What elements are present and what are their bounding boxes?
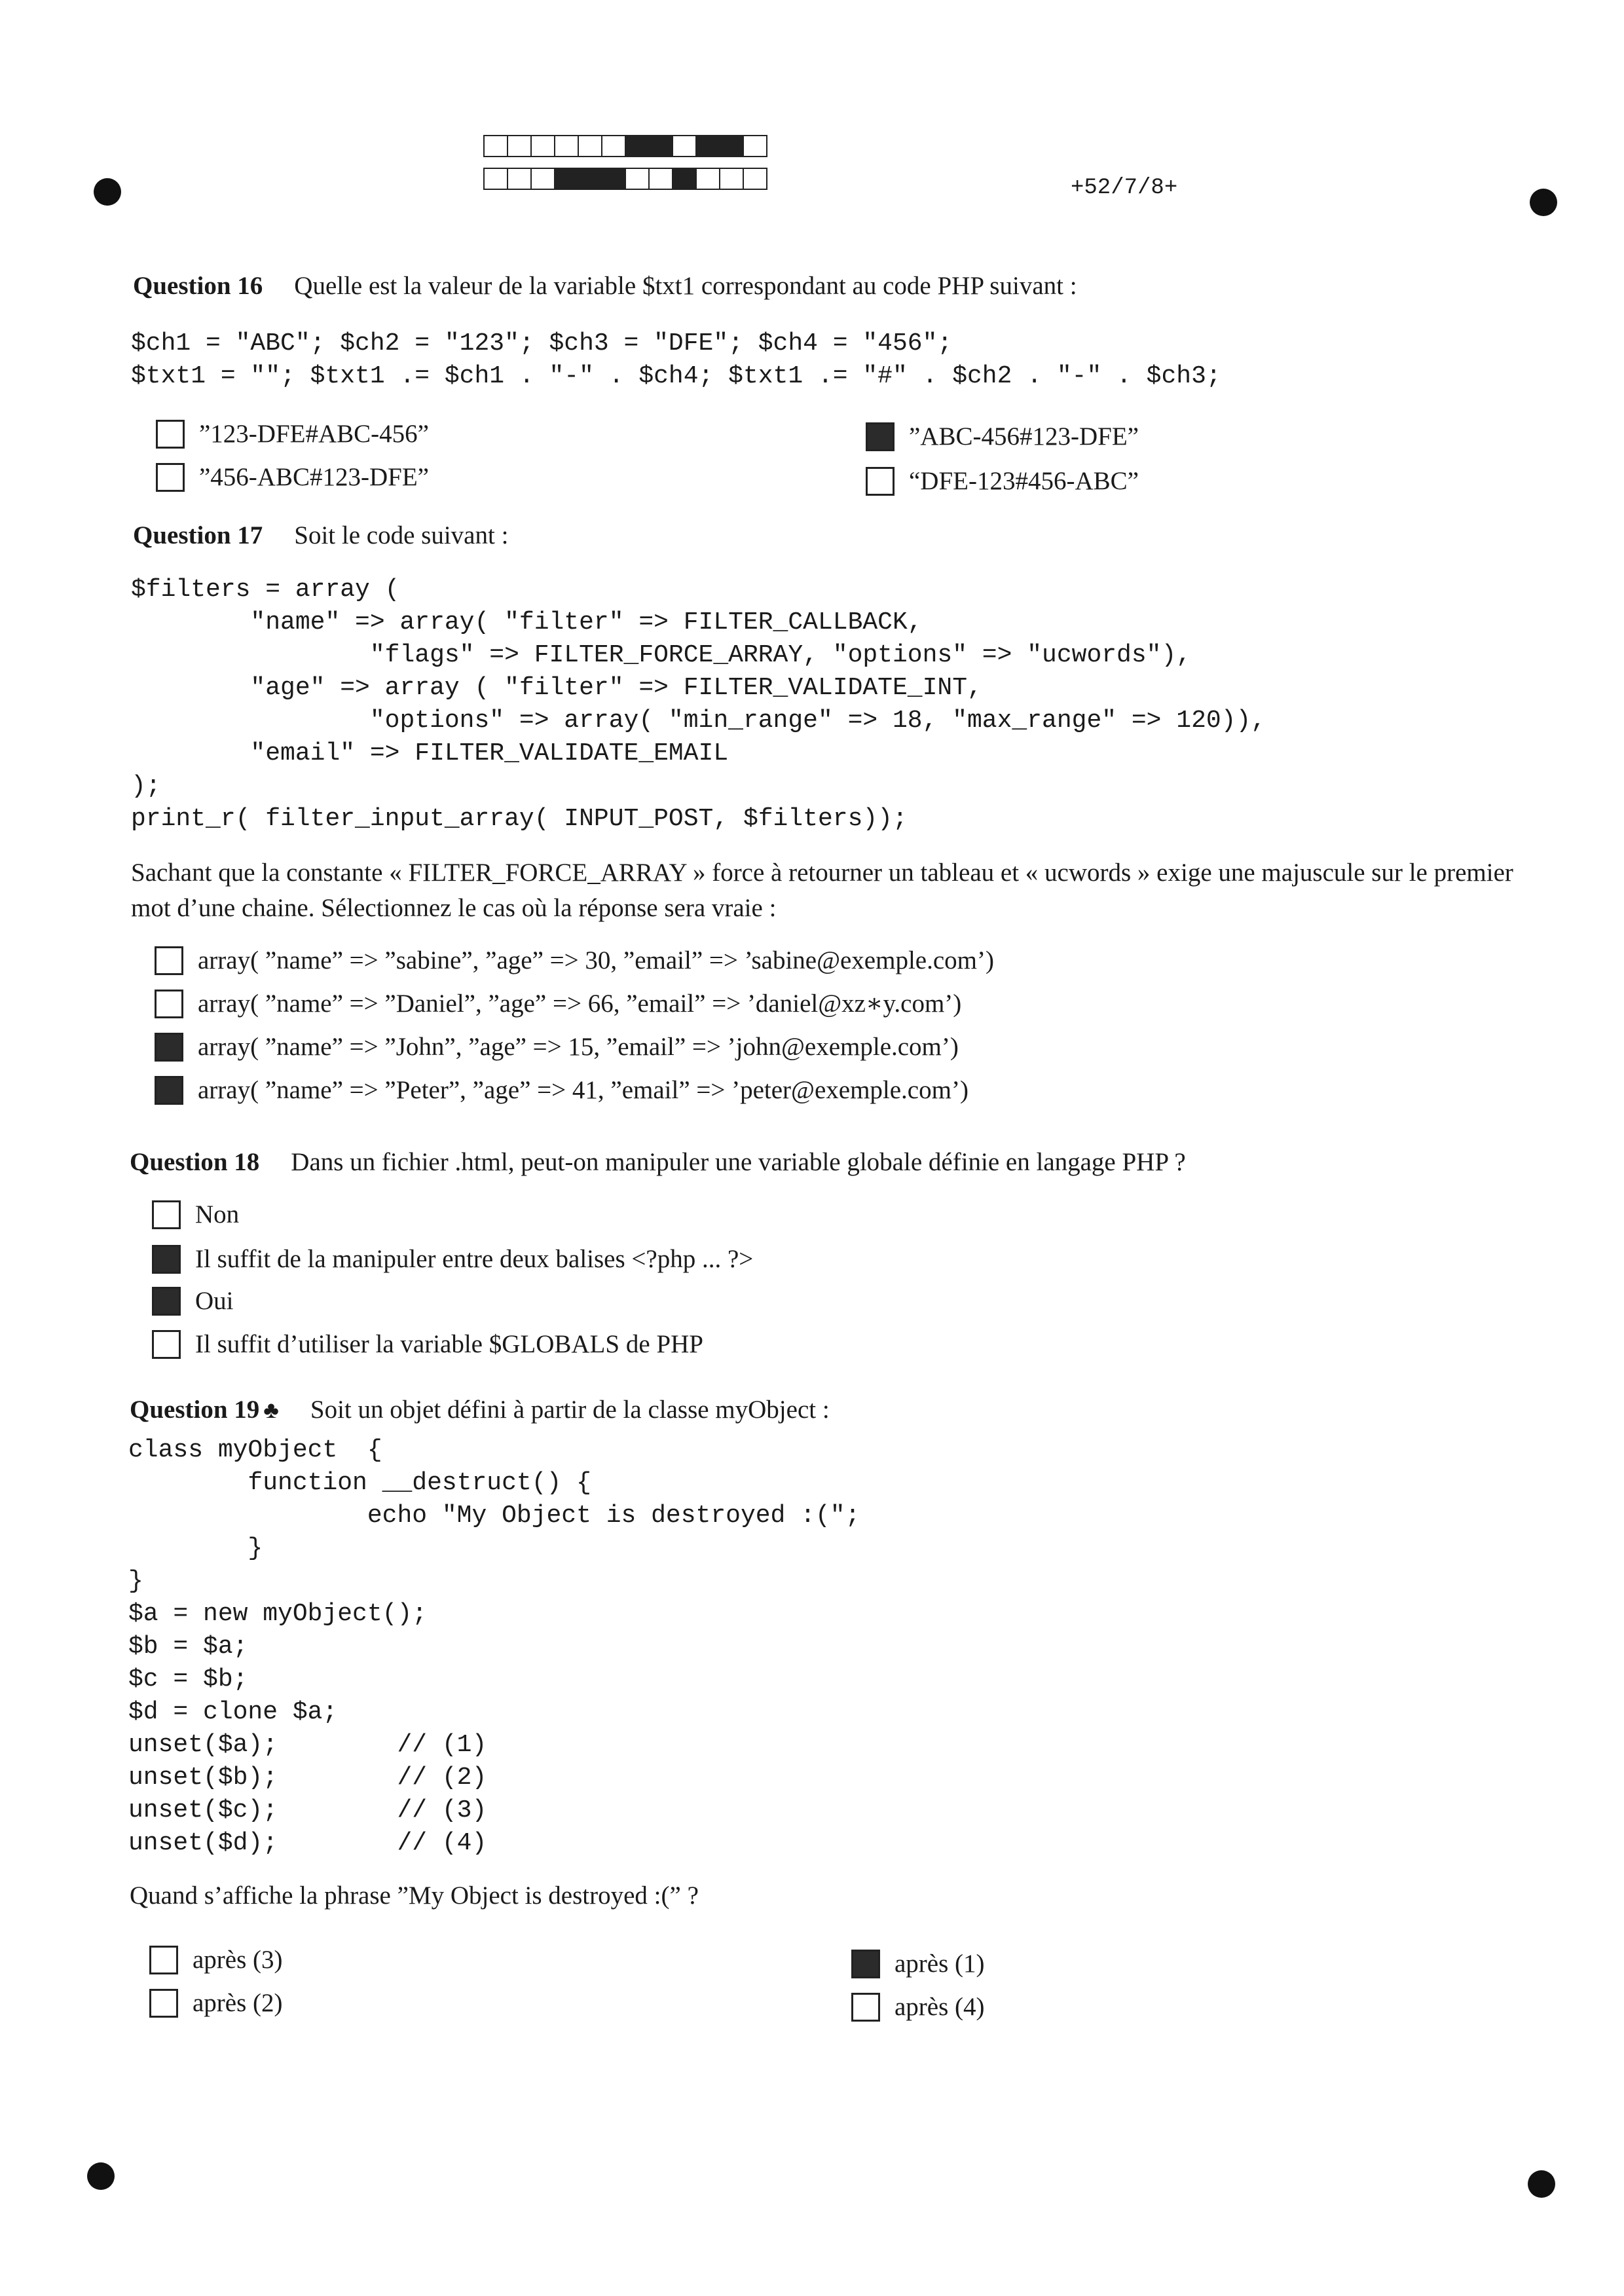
barcode-cell [530,135,555,157]
q17-code: $filters = array ( "name" => array( "filter" => FILTER_CALLBACK, "flags" => FILTER_FORCE_ARRAY, "options" => "ucwords"), "age" => array ( "filter" => FILTER_VALIDATE_INT, "options" => array( "min_range" => 18, "max_range" => 120)), "email" => FILTER_VALIDATE_EMAIL ); print_r( filter_input_array( INPUT_POST, $filters)); [131,576,1266,833]
q16-option-1[interactable] [156,419,429,449]
q18-option-2-label: Il suffit de la manipuler entre deux balises <?php ... ?> [195,1245,754,1273]
barcode-cell [695,135,720,157]
barcode-cell [507,168,532,190]
q17-text: Soit le code suivant : [294,521,509,549]
q16-option-3-label: ”ABC-456#123-DFE” [909,422,1139,451]
q16-checkbox-3[interactable] [866,422,895,451]
barcode-cell [648,135,673,157]
registration-mark-top-right [1530,189,1557,216]
q17-option-4[interactable] [155,1075,969,1105]
q19-option-3[interactable] [851,1949,985,1978]
barcode-cell [743,168,767,190]
barcode-row-2 [483,168,766,191]
barcode-cell [719,135,744,157]
registration-mark-top-left [94,178,121,206]
q16-text: Quelle est la valeur de la variable $txt1 correspondant au code PHP suivant : [294,272,1077,300]
q16-checkbox-4[interactable] [866,467,895,496]
q17-option-4-label: array( ”name” => ”Peter”, ”age” => 41, ”email” => ’peter@exemple.com’) [198,1076,969,1104]
barcode-cell [578,168,602,190]
barcode-cell [672,135,697,157]
q18-option-3[interactable] [152,1286,234,1316]
q16-checkbox-1[interactable] [156,420,185,449]
q18-checkbox-1[interactable] [152,1200,181,1229]
q16-option-4-label: “DFE-123#456-ABC” [909,467,1139,495]
q16-number: Question 16 [133,272,263,300]
q18-checkbox-2[interactable] [152,1245,181,1274]
q16-option-4[interactable] [866,466,1139,496]
barcode-cell [648,168,673,190]
barcode-cell [743,135,767,157]
q18-header [130,1147,1186,1177]
q18-option-4-label: Il suffit d’utiliser la variable $GLOBALS de PHP [195,1330,703,1358]
q17-checkbox-3[interactable] [155,1033,183,1062]
page-id: +52/7/8+ [1071,176,1178,200]
q19-option-3-label: après (1) [895,1950,985,1978]
q18-option-3-label: Oui [195,1287,234,1315]
q17-option-2-label: array( ”name” => ”Daniel”, ”age” => 66, ”email” => ’daniel@xz∗y.com’) [198,990,962,1018]
registration-mark-bottom-right [1528,2170,1555,2198]
barcode-cell [578,135,602,157]
barcode-cell [507,135,532,157]
q19-header [130,1395,830,1424]
barcode-cell [695,168,720,190]
q16-option-3[interactable] [866,422,1139,451]
barcode-cell [601,168,626,190]
barcode-cell [719,168,744,190]
barcode-cell [483,135,508,157]
q18-number: Question 18 [130,1148,260,1176]
barcode-cell [672,168,697,190]
q17-option-3[interactable] [155,1032,959,1062]
q17-option-2[interactable] [155,989,961,1018]
q16-option-2[interactable] [156,462,429,492]
q16-option-1-label: ”123-DFE#ABC-456” [199,420,429,448]
q19-checkbox-4[interactable] [851,1993,880,2022]
q18-option-1-label: Non [195,1200,240,1229]
q19-option-1[interactable] [149,1945,283,1974]
q19-option-2-label: après (2) [193,1989,283,2017]
q17-option-3-label: array( ”name” => ”John”, ”age” => 15, ”email” => ’john@exemple.com’) [198,1033,959,1061]
registration-mark-bottom-left [87,2162,115,2190]
q17-header [133,521,508,550]
q17-option-1-label: array( ”name” => ”sabine”, ”age” => 30, ”email” => ’sabine@exemple.com’) [198,946,994,974]
q18-checkbox-3[interactable] [152,1287,181,1316]
q16-checkbox-2[interactable] [156,463,185,492]
q16-code: $ch1 = "ABC"; $ch2 = "123"; $ch3 = "DFE"; $ch4 = "456"; $txt1 = ""; $txt1 .= $ch1 . "-" . $ch4; $txt1 .= "#" . $ch2 . "-" . $ch3; [131,329,1221,390]
barcode-cell [530,168,555,190]
q19-question: Quand s’affiche la phrase ”My Object is destroyed :(” ? [130,1881,699,1910]
q17-checkbox-2[interactable] [155,990,183,1018]
barcode-cell [483,168,508,190]
barcode-cell [554,168,579,190]
club-icon: ♣ [263,1397,279,1423]
q19-text: Soit un objet défini à partir de la classe myObject : [310,1396,830,1424]
q19-number-text: Question 19 [130,1396,260,1424]
q17-option-1[interactable] [155,946,994,975]
q19-number [130,1396,279,1424]
q18-option-2[interactable] [152,1244,753,1274]
q19-option-4-label: après (4) [895,1993,985,2021]
q19-checkbox-2[interactable] [149,1989,178,2018]
q18-option-1[interactable] [152,1200,239,1229]
q18-checkbox-4[interactable] [152,1330,181,1359]
barcode-cell [625,168,650,190]
q17-checkbox-4[interactable] [155,1076,183,1105]
q18-text: Dans un fichier .html, peut-on manipuler une variable globale définie en langage PHP ? [291,1148,1186,1176]
q17-checkbox-1[interactable] [155,946,183,975]
barcode-row-1 [483,135,766,158]
q19-checkbox-1[interactable] [149,1946,178,1974]
q19-option-4[interactable] [851,1992,985,2022]
q16-option-2-label: ”456-ABC#123-DFE” [199,463,429,491]
barcode-cell [601,135,626,157]
q19-code: class myObject { function __destruct() { echo "My Object is destroyed :("; } } $a = new myObject(); $b = $a; $c = $b; $d = clone $a; unset($a); // (1) unset($b); // (2) unset($c); // (3) unset($d); // (4) [128,1436,860,1857]
q17-number: Question 17 [133,521,263,549]
q16-header [133,271,1077,301]
q19-option-1-label: après (3) [193,1946,283,1974]
q17-explanation: Sachant que la constante « FILTER_FORCE_ARRAY » force à retourner un tableau et « ucwords » exige une majuscule sur le premier mot d’une chaine. Sélectionnez le cas où la réponse sera vraie : [131,859,1513,922]
barcode-cell [625,135,650,157]
barcode-cell [554,135,579,157]
q19-option-2[interactable] [149,1988,283,2018]
q18-option-4[interactable] [152,1329,703,1359]
q19-checkbox-3[interactable] [851,1950,880,1978]
